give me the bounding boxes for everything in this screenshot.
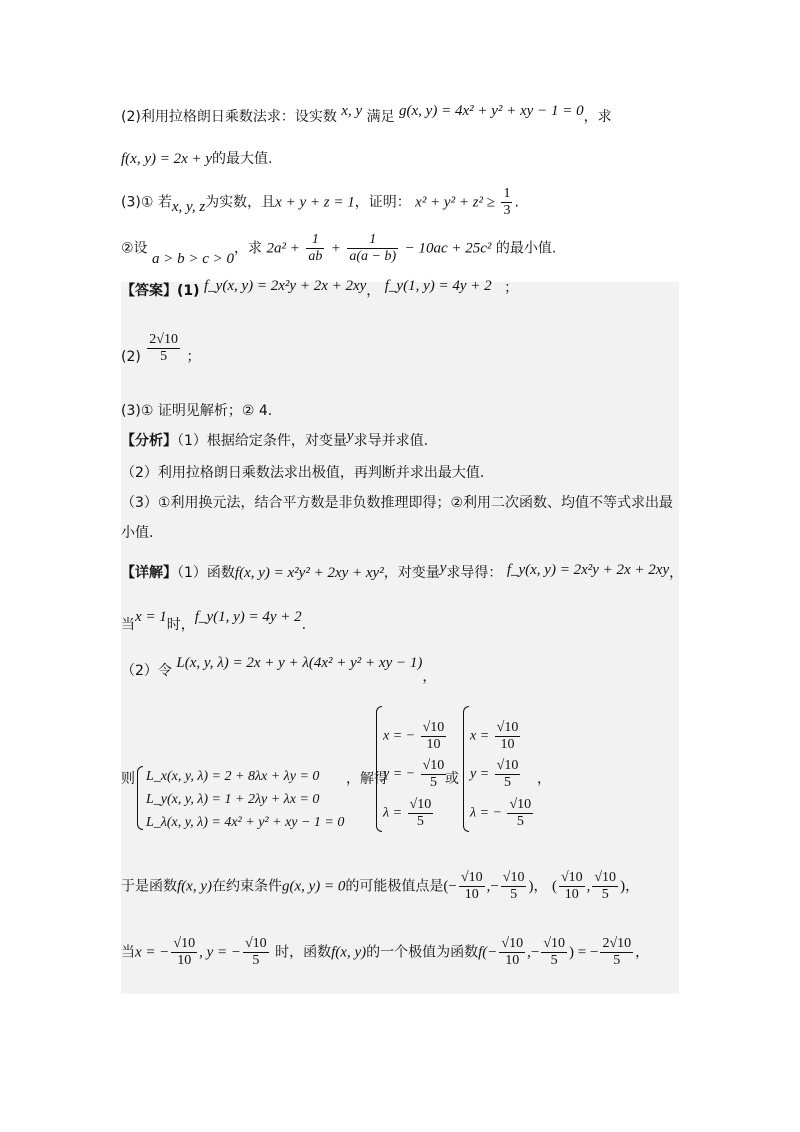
detail-l6b: 时，函数 xyxy=(275,944,332,961)
q3b-plus: + xyxy=(330,240,341,257)
s2y-label: y = xyxy=(470,766,490,782)
s1y-den: 5 xyxy=(429,775,437,790)
fval-eq: ) = − xyxy=(569,944,599,961)
s1x-frac xyxy=(421,720,447,753)
p1y-den: 5 xyxy=(510,887,518,902)
solution-2-brace xyxy=(463,706,469,832)
p1y-num: √10 xyxy=(502,870,525,885)
xeq-den: 10 xyxy=(177,953,192,968)
p1x-num: √10 xyxy=(460,870,483,885)
detail-l1b: ，对变量 xyxy=(383,565,440,581)
fval-x-frac xyxy=(499,936,525,969)
point-1-x xyxy=(459,870,485,903)
s2l-label: λ = − xyxy=(470,805,502,821)
answer-fy: f_y(x, y) = 2x²y + 2x + 2xy xyxy=(204,278,367,294)
answer-line-1 xyxy=(121,278,519,299)
detail-l6-fxy: f(x, y) xyxy=(331,944,367,961)
detail-l5-sep: ， xyxy=(533,878,548,895)
point-1-minus: − xyxy=(490,878,499,895)
s2l-den: 5 xyxy=(516,814,524,829)
solution-2-y xyxy=(470,758,522,791)
detail-line-2 xyxy=(121,609,307,633)
answer-fy1: f_y(1, y) = 4y + 2 xyxy=(384,278,492,294)
s1l-frac xyxy=(408,797,434,830)
q2-text3: ，求 xyxy=(583,109,612,125)
q3-vars: x, y, z xyxy=(171,198,206,215)
q2-text2: 满足 xyxy=(366,109,395,125)
answer-2-end: ； xyxy=(186,348,201,365)
s2l-num: √10 xyxy=(509,797,532,812)
p2y-num: √10 xyxy=(594,870,617,885)
detail-gxy: g(x, y) = 0 xyxy=(281,878,346,895)
solution-1-x xyxy=(383,720,448,753)
analysis-var: y xyxy=(346,428,354,444)
answer-2-den: 5 xyxy=(160,349,168,364)
equation-2: L_y(x, y, λ) = 1 + 2λy + λx = 0 xyxy=(146,792,320,807)
detail-fval: f(− xyxy=(478,944,498,961)
q3b-condition: a > b > c > 0 xyxy=(152,250,235,267)
answer-sep: ， xyxy=(366,283,381,299)
detail-l6a: 当 xyxy=(121,944,135,961)
detail-line-5 xyxy=(121,870,639,903)
s2x-label: x = xyxy=(470,728,490,744)
question-2 xyxy=(121,103,612,125)
fval-result-num: 2√10 xyxy=(602,936,632,951)
fvalx-den: 10 xyxy=(505,953,520,968)
s1x-num: √10 xyxy=(422,720,445,735)
s2x-num: √10 xyxy=(496,720,519,735)
answer-line-2 xyxy=(121,332,200,365)
detail-l1end: ， xyxy=(669,565,684,581)
q3b-frac1 xyxy=(306,232,324,265)
detail-sys-label: 则 xyxy=(121,771,135,787)
q3-frac-num: 1 xyxy=(503,186,511,201)
q3-text2: 为实数，且 xyxy=(205,194,276,211)
equation-1: L_x(x, y, λ) = 2 + 8λx + λy = 0 xyxy=(146,769,320,784)
q3-text: 若 xyxy=(157,194,172,211)
xeq-num: √10 xyxy=(173,936,196,951)
answer-2-fraction xyxy=(147,332,180,365)
analysis-tag: 【分析】 xyxy=(121,433,177,449)
detail-l5b: 在约束条件 xyxy=(211,878,282,895)
s1x-label: x = − xyxy=(383,728,416,744)
q3b-frac2 xyxy=(347,232,398,265)
s1l-num: √10 xyxy=(409,797,432,812)
detail-xeq: x = − xyxy=(135,944,170,961)
detail-line-6 xyxy=(121,936,649,969)
solution-1-brace xyxy=(376,706,382,832)
fval-minus: − xyxy=(530,944,540,961)
fval-comma: , xyxy=(527,944,531,961)
point-2-comma: , xyxy=(586,878,591,895)
question-3-part-2 xyxy=(121,232,556,265)
equation-3: L_λ(x, y, λ) = 4x² + y² + xy − 1 = 0 xyxy=(146,815,345,830)
point-1-close: ) xyxy=(528,878,534,895)
detail-l2end: . xyxy=(301,617,307,633)
s1y-num: √10 xyxy=(422,758,445,773)
question-2-cont xyxy=(121,152,273,167)
s1l-label: λ = xyxy=(383,805,403,821)
yeq-den: 5 xyxy=(252,953,260,968)
detail-var: y xyxy=(439,560,447,576)
q2-vars: x, y xyxy=(341,103,363,119)
s2x-frac xyxy=(495,720,521,753)
fvalx-num: √10 xyxy=(501,936,524,951)
s2y-frac xyxy=(495,758,521,791)
detail-l5-end: ， xyxy=(625,878,640,895)
yeq-frac xyxy=(243,936,269,969)
q3b-text: ，求 xyxy=(234,240,263,257)
detail-l2b: 时， xyxy=(166,617,195,633)
answer-2-label: (2) xyxy=(121,348,141,365)
analysis-line-2: （2）利用拉格朗日乘数法求出极值，再判断并求出最大值. xyxy=(121,465,485,481)
q3b-expr2: − 10ac + 25c² xyxy=(404,240,492,257)
q2-constraint: g(x, y) = 4x² + y² + xy − 1 = 0 xyxy=(399,103,584,119)
p2x-den: 10 xyxy=(564,887,579,902)
q3-fraction xyxy=(501,186,512,219)
analysis-line-3: （3）①利用换元法，结合平方数是非负数推理即得；②利用二次函数、均值不等式求出最 xyxy=(121,495,674,511)
point-2-close: ) xyxy=(620,878,626,895)
answer-2-num: 2√10 xyxy=(149,332,178,347)
analysis-l1a: （1）根据给定条件，对变量 xyxy=(177,433,347,449)
answer-tag: 【答案】(1) xyxy=(121,283,200,299)
s1y-frac xyxy=(421,758,447,791)
detail-l5a: 于是函数 xyxy=(121,878,177,895)
detail-line-1 xyxy=(121,560,684,581)
fval-result-frac xyxy=(600,936,633,969)
detail-or: 或 xyxy=(445,771,459,787)
answer-3: (3)① 证明见解析；② 4. xyxy=(121,403,273,419)
fvaly-den: 5 xyxy=(550,953,558,968)
detail-solve: ，解得 xyxy=(346,771,388,787)
detail-yeq: , y = − xyxy=(199,944,241,961)
analysis-line-1 xyxy=(121,428,429,449)
point-2-open: ( xyxy=(551,878,557,895)
detail-fy1: f_y(1, y) = 4y + 2 xyxy=(194,609,302,625)
q3b-text2: 的最小值. xyxy=(495,240,557,257)
q3b-frac1-den: ab xyxy=(308,249,323,264)
fval-y-frac xyxy=(541,936,567,969)
solution-2-x xyxy=(470,720,522,753)
q3-inequality: x² + y² + z² ≥ xyxy=(415,194,496,211)
p2x-num: √10 xyxy=(560,870,583,885)
q3b-frac2-den: a(a − b) xyxy=(349,249,397,264)
detail-fxy: f(x, y) xyxy=(177,878,212,895)
point-1-y xyxy=(501,870,527,903)
s1l-den: 5 xyxy=(416,814,424,829)
q3-end: . xyxy=(514,194,519,211)
detail-function: f(x, y) = x²y² + 2xy + xy² xyxy=(234,565,384,581)
q3b-label: ②设 xyxy=(121,240,148,257)
analysis-line-4: 小值. xyxy=(121,525,154,541)
point-2-x xyxy=(559,870,585,903)
s1y-label: y = − xyxy=(383,766,416,782)
q2-text4: 的最大值. xyxy=(212,151,273,167)
detail-fy: f_y(x, y) = 2x²y + 2x + 2xy xyxy=(506,562,670,578)
s2y-num: √10 xyxy=(496,758,519,773)
q3-text3: ，证明： xyxy=(354,194,411,211)
point-1-comma: , xyxy=(486,878,491,895)
detail-l6end: ， xyxy=(635,944,650,961)
q2-text: 利用拉格朗日乘数法求：设实数 xyxy=(140,109,337,125)
s2x-den: 10 xyxy=(500,737,515,752)
solution-1-y xyxy=(383,758,448,791)
fval-result-den: 5 xyxy=(613,953,621,968)
detail-lagrangian: L(x, y, λ) = 2x + y + λ(4x² + y² + xy − 1) xyxy=(176,655,423,671)
detail-l3a: （2）令 xyxy=(121,663,172,679)
p2y-den: 5 xyxy=(601,887,609,902)
p1x-den: 10 xyxy=(464,887,479,902)
point-2-y xyxy=(592,870,618,903)
detail-l1a: （1）函数 xyxy=(177,565,235,581)
point-1-open: (− xyxy=(443,878,457,895)
detail-l5c: 的可能极值点是 xyxy=(345,878,444,895)
q3b-frac2-num: 1 xyxy=(347,232,398,249)
fvaly-num: √10 xyxy=(543,936,566,951)
detail-l6c: 的一个极值为函数 xyxy=(366,944,479,961)
q3b-frac1-num: 1 xyxy=(306,232,324,249)
solution-1-lambda xyxy=(383,797,435,830)
answer-end: ； xyxy=(504,280,519,296)
q3-condition: x + y + z = 1 xyxy=(275,194,355,211)
system-brace xyxy=(137,766,143,830)
s2l-frac xyxy=(507,797,533,830)
xeq-frac xyxy=(171,936,197,969)
s1x-den: 10 xyxy=(426,737,441,752)
question-3-part-1 xyxy=(121,186,519,219)
q3-frac-den: 3 xyxy=(503,203,511,218)
s2y-den: 5 xyxy=(504,775,512,790)
yeq-num: √10 xyxy=(245,936,267,951)
q3b-expr1: 2a² + xyxy=(266,240,300,257)
detail-x1: x = 1 xyxy=(135,609,167,625)
detail-line-3 xyxy=(121,655,437,685)
detail-l3end: ， xyxy=(422,669,437,685)
q2-label: (2) xyxy=(121,109,141,125)
detail-l1c: 求导得： xyxy=(446,565,503,581)
analysis-l1b: 求导并求值. xyxy=(353,433,429,449)
detail-l2a: 当 xyxy=(121,617,135,633)
q2-function: f(x, y) = 2x + y xyxy=(121,151,213,167)
detail-sol-end: ， xyxy=(537,771,551,787)
solution-2-lambda xyxy=(470,797,535,830)
q3-label: (3)① xyxy=(121,194,154,211)
detail-tag: 【详解】 xyxy=(121,565,177,581)
